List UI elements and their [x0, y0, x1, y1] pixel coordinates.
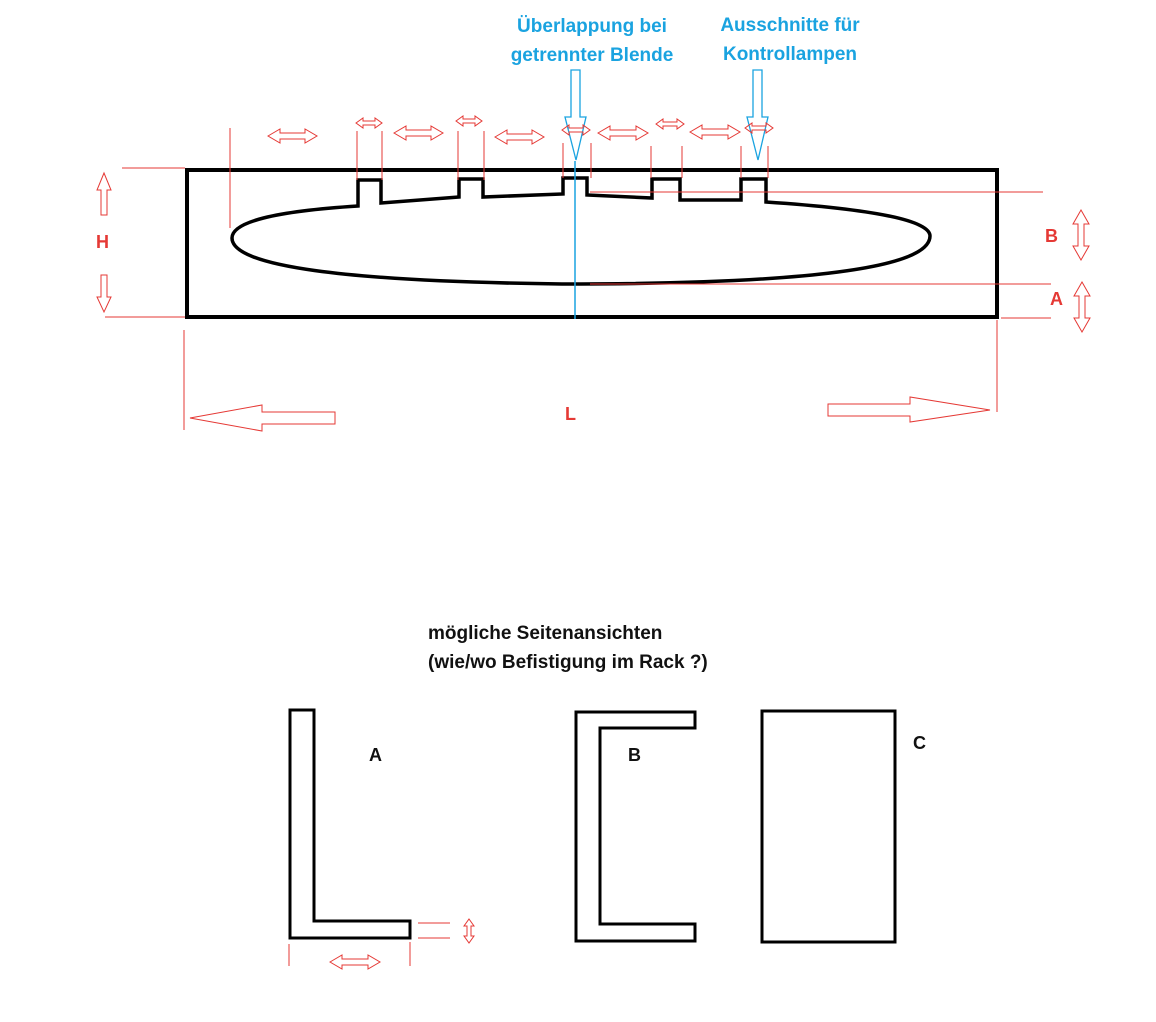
side-view-c-profile: [762, 711, 895, 942]
dim-a-arrow: [1074, 282, 1090, 332]
dimension-arrow: [495, 130, 544, 144]
dim-b-label: B: [1045, 226, 1058, 246]
dimension-arrow: [394, 126, 443, 140]
dimension-arrow: [562, 125, 590, 135]
side-view-a-label: A: [369, 745, 382, 765]
dimension-arrow: [330, 955, 380, 969]
side-views-caption-line2: (wie/wo Befistigung im Rack ?): [428, 652, 708, 673]
side-view-a-profile: [290, 710, 410, 938]
dimension-arrow: [356, 118, 382, 128]
cutouts-annotation-line1: Ausschnitte für: [720, 15, 860, 36]
dimension-arrow: [656, 119, 684, 129]
side-view-c-label: C: [913, 733, 926, 753]
dimension-arrow: [464, 919, 474, 943]
height-up-arrow: [97, 173, 111, 215]
dimension-arrow: [268, 129, 317, 143]
dimension-arrow: [690, 125, 740, 139]
overlap-callout-arrow: [565, 70, 586, 160]
dim-a-label: A: [1050, 289, 1063, 309]
length-right-arrow: [828, 397, 990, 422]
height-label: H: [96, 232, 109, 252]
dim-b-arrow: [1073, 210, 1089, 260]
cutouts-annotation: [700, 11, 880, 69]
cutouts-annotation-line2: Kontrollampen: [722, 44, 858, 65]
overlap-annotation-line1: Überlappung bei: [517, 16, 667, 37]
side-views-caption: [428, 619, 708, 677]
display-cutout: [232, 178, 930, 284]
height-down-arrow: [97, 275, 111, 312]
dimension-arrow: [456, 116, 482, 126]
length-left-arrow: [190, 405, 335, 431]
overlap-annotation-line2: getrennter Blende: [510, 45, 674, 66]
overlap-annotation: [492, 12, 692, 70]
side-views-caption-line1: mögliche Seitenansichten: [428, 623, 663, 644]
length-label: L: [565, 404, 576, 424]
side-view-b-label: B: [628, 745, 641, 765]
dimension-arrow: [598, 126, 648, 140]
cutouts-callout-arrow: [747, 70, 768, 160]
